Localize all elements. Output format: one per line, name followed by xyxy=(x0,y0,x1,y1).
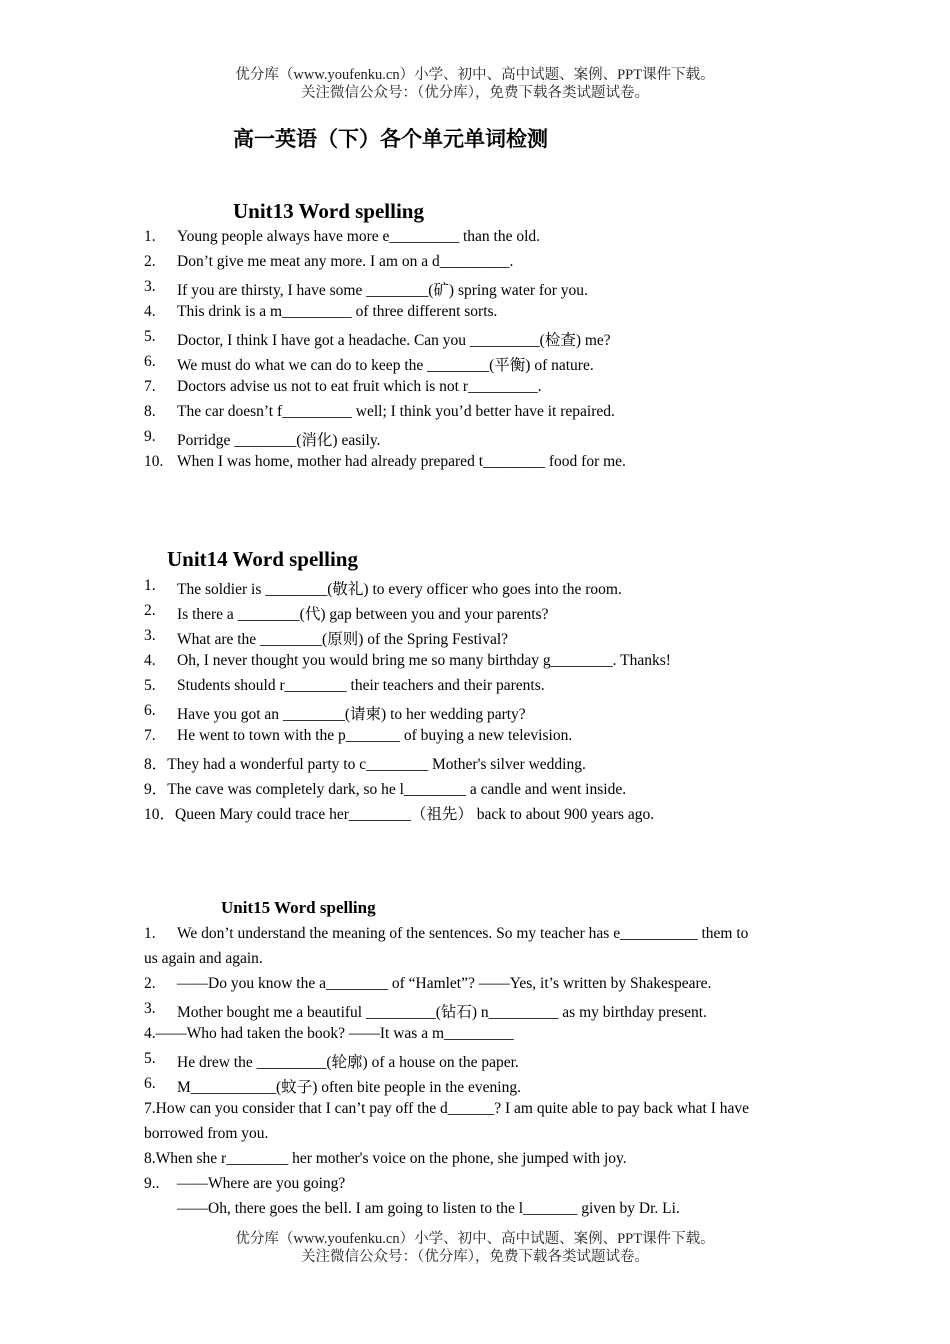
item-number: 9. xyxy=(144,428,156,445)
item-text: us again and again. xyxy=(144,950,263,967)
item-text: He drew the _________(轮廓) of a house on the paper. xyxy=(177,1054,519,1071)
item-text: borrowed from you. xyxy=(144,1125,269,1142)
item-text: M___________(蚊子) often bite people in the evening. xyxy=(177,1079,521,1096)
item-text: 10．Queen Mary could trace her________（祖先） back to about 900 years ago. xyxy=(144,806,655,823)
item-text: Porridge ________(消化) easily. xyxy=(177,432,381,449)
item-number: 10. xyxy=(144,453,164,470)
unit14-heading: Unit14 Word spelling xyxy=(167,547,358,571)
item-number: 9.. xyxy=(144,1175,160,1192)
item-number: 6. xyxy=(144,1075,156,1092)
item-text: Oh, I never thought you would bring me so many birthday g________. Thanks! xyxy=(177,652,671,669)
item-number: 1. xyxy=(144,925,156,942)
page-title: 高一英语（下）各个单元单词检测 xyxy=(233,127,548,151)
item-number: 8. xyxy=(144,403,156,420)
item-text: 8．They had a wonderful party to c________ Mother's silver wedding. xyxy=(144,756,586,773)
item-number: 3. xyxy=(144,627,156,644)
item-number: 7. xyxy=(144,378,156,395)
footer-line-1: 优分库（www.youfenku.cn）小学、初中、高中试题、案例、PPT课件下载。 xyxy=(235,1231,715,1247)
item-text: 8.When she r________ her mother's voice on the phone, she jumped with joy. xyxy=(144,1150,627,1167)
item-text: Is there a ________(代) gap between you and your parents? xyxy=(177,606,549,623)
item-number: 2. xyxy=(144,253,156,270)
item-number: 5. xyxy=(144,677,156,694)
item-number: 3. xyxy=(144,1000,156,1017)
item-number: 7. xyxy=(144,727,156,744)
item-text: Have you got an ________(请柬) to her wedding party? xyxy=(177,706,526,723)
item-number: 4. xyxy=(144,652,156,669)
item-text: 7.How can you consider that I can’t pay off the d______? I am quite able to pay back what I have xyxy=(144,1100,750,1117)
item-text: 4.——Who had taken the book? ——It was a m_________ xyxy=(144,1025,514,1042)
item-number: 2. xyxy=(144,975,156,992)
unit13-heading: Unit13 Word spelling xyxy=(233,199,424,223)
item-number: 3. xyxy=(144,278,156,295)
header-line-2: 关注微信公众号：（优分库），免费下载各类试题试卷。 xyxy=(301,85,649,101)
item-text: Mother bought me a beautiful _________(钻石) n_________ as my birthday present. xyxy=(177,1004,707,1021)
item-text: Doctor, I think I have got a headache. Can you _________(检查) me? xyxy=(177,332,611,349)
item-number: 5. xyxy=(144,1050,156,1067)
item-text: This drink is a m_________ of three different sorts. xyxy=(177,303,498,320)
item-text: Young people always have more e_________ than the old. xyxy=(177,228,541,245)
item-text: When I was home, mother had already prepared t________ food for me. xyxy=(177,453,626,470)
item-text: Doctors advise us not to eat fruit which is not r_________. xyxy=(177,378,542,395)
item-number: 6. xyxy=(144,353,156,370)
item-text: 9．The cave was completely dark, so he l________ a candle and went inside. xyxy=(144,781,627,798)
item-text: He went to town with the p_______ of buying a new television. xyxy=(177,727,573,744)
item-text: We don’t understand the meaning of the sentences. So my teacher has e__________ them to xyxy=(177,925,749,942)
item-number: 2. xyxy=(144,602,156,619)
item-text: ——Where are you going? xyxy=(177,1175,346,1192)
item-text: What are the ________(原则) of the Spring Festival? xyxy=(177,631,509,648)
item-text: ——Do you know the a________ of “Hamlet”? ——Yes, it’s written by Shakespeare. xyxy=(177,975,712,992)
item-number: 6. xyxy=(144,702,156,719)
item-text: ——Oh, there goes the bell. I am going to listen to the l_______ given by Dr. Li. xyxy=(177,1200,680,1217)
item-text: We must do what we can do to keep the ________(平衡) of nature. xyxy=(177,357,594,374)
item-number: 5. xyxy=(144,328,156,345)
unit15-heading: Unit15 Word spelling xyxy=(221,898,376,917)
item-text: The car doesn’t f_________ well; I think you’d better have it repaired. xyxy=(177,403,615,420)
item-text: Students should r________ their teachers and their parents. xyxy=(177,677,545,694)
item-text: The soldier is ________(敬礼) to every officer who goes into the room. xyxy=(177,581,622,598)
item-number: 4. xyxy=(144,303,156,320)
item-text: If you are thirsty, I have some ________(矿) spring water for you. xyxy=(177,282,588,299)
item-number: 1. xyxy=(144,228,156,245)
footer-line-2: 关注微信公众号：（优分库），免费下载各类试题试卷。 xyxy=(301,1249,649,1265)
header-line-1: 优分库（www.youfenku.cn）小学、初中、高中试题、案例、PPT课件下载。 xyxy=(235,67,715,83)
item-text: Don’t give me meat any more. I am on a d_________. xyxy=(177,253,514,270)
item-number: 1. xyxy=(144,577,156,594)
